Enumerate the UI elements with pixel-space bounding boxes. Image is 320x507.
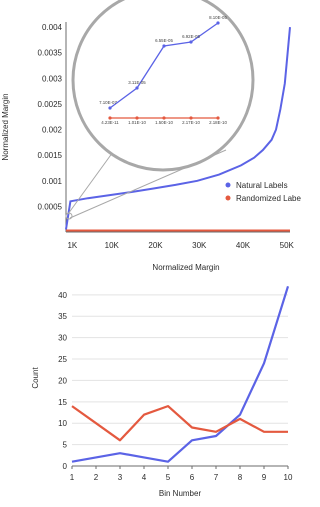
inset-point (135, 86, 138, 89)
c1-y-tick-label: 0.002 (41, 125, 62, 135)
inset-point (162, 44, 165, 47)
c2-y-tick-label: 35 (58, 312, 67, 322)
c1-legend (226, 181, 302, 203)
inset-data-label: 7.10E-07 (99, 100, 117, 105)
c2-y-tick-label: 25 (58, 355, 67, 365)
c2-x-ticks (70, 466, 293, 482)
c2-y-tick-label: 15 (58, 397, 67, 407)
legend-label: Natural Labels (236, 181, 288, 190)
inset-data-label: 6.55E-05 (155, 38, 173, 43)
c2-x-tick-label: 10 (283, 473, 293, 482)
inset-data-label: 2.17E-10 (182, 120, 200, 125)
c2-y-ticks (58, 291, 67, 471)
c1-x-tick-label: 50K (279, 241, 294, 250)
inset-data-label: 8.10E-05 (209, 15, 227, 20)
c1-x-ticks (67, 241, 294, 250)
c1-y-tick-label: 0.0025 (37, 99, 62, 109)
c2-x-tick-label: 3 (117, 473, 123, 482)
inset-data-label: 1.50E-10 (155, 120, 173, 125)
c1-y-tick-label: 0.004 (41, 23, 62, 33)
zoom-inset (66, 0, 253, 219)
c1-x-tick-label: 30K (192, 241, 207, 250)
c2-y-tick-label: 5 (62, 440, 67, 450)
c1-y-ticks (38, 23, 63, 211)
inset-data-label: 4.23E-11 (101, 120, 119, 125)
c2-y-tick-label: 10 (58, 419, 67, 429)
c1-y-tick-label: 0.003 (41, 74, 62, 84)
c2-x-tick-label: 4 (141, 473, 147, 482)
c1-x-tick-label: 40K (235, 241, 251, 250)
bin-count-chart (31, 286, 293, 498)
c2-x-tick-label: 1 (69, 473, 75, 482)
c2-x-tick-label: 5 (165, 473, 171, 482)
inset-point (216, 21, 219, 24)
c1-y-tick-label: 0.0005 (37, 202, 62, 212)
inset-data-label: 6.92E-05 (182, 34, 200, 39)
c2-y-tick-label: 0 (62, 462, 67, 471)
inset-point (189, 40, 192, 43)
c1-y-tick-label: 0.0015 (37, 151, 62, 161)
c1-y-tick-label: 0.0035 (37, 48, 62, 58)
c1-x-tick-label: 1K (67, 241, 78, 250)
c1-x-tick-label: 10K (104, 241, 119, 250)
margin-distribution-chart (1, 0, 301, 272)
c2-y-tick-label: 30 (58, 333, 67, 343)
lens-circle (73, 0, 253, 170)
c2-x-tick-label: 2 (93, 473, 99, 482)
c2-x-tick-label: 9 (261, 473, 267, 482)
c2-series (72, 286, 288, 461)
inset-data-label: 3.11E-05 (128, 80, 146, 85)
legend-marker (226, 183, 231, 188)
c2-x-tick-label: 7 (213, 473, 219, 482)
c2-y-axis-label: Count (31, 367, 40, 389)
legend-label: Randomized Labe (236, 194, 301, 203)
c1-y-axis-label: Normalized Margin (1, 93, 10, 161)
c2-x-axis-label: Bin Number (158, 489, 202, 498)
c2-y-tick-label: 40 (58, 290, 67, 300)
c1-x-tick-label: 20K (148, 241, 163, 250)
inset-point (108, 106, 111, 109)
c2-y-tick-label: 20 (58, 376, 67, 386)
inset-data-label: 1.01E-10 (128, 120, 146, 125)
c1-x-axis-label: Normalized Margin (152, 263, 220, 272)
c2-gridlines (72, 295, 288, 445)
legend-marker (226, 196, 231, 201)
c2-natural-line (72, 286, 288, 461)
c2-x-tick-label: 8 (237, 473, 243, 482)
c2-x-tick-label: 6 (189, 473, 195, 482)
inset-data-label: 2.18E-10 (209, 120, 227, 125)
c1-y-tick-label: 0.001 (41, 176, 62, 186)
